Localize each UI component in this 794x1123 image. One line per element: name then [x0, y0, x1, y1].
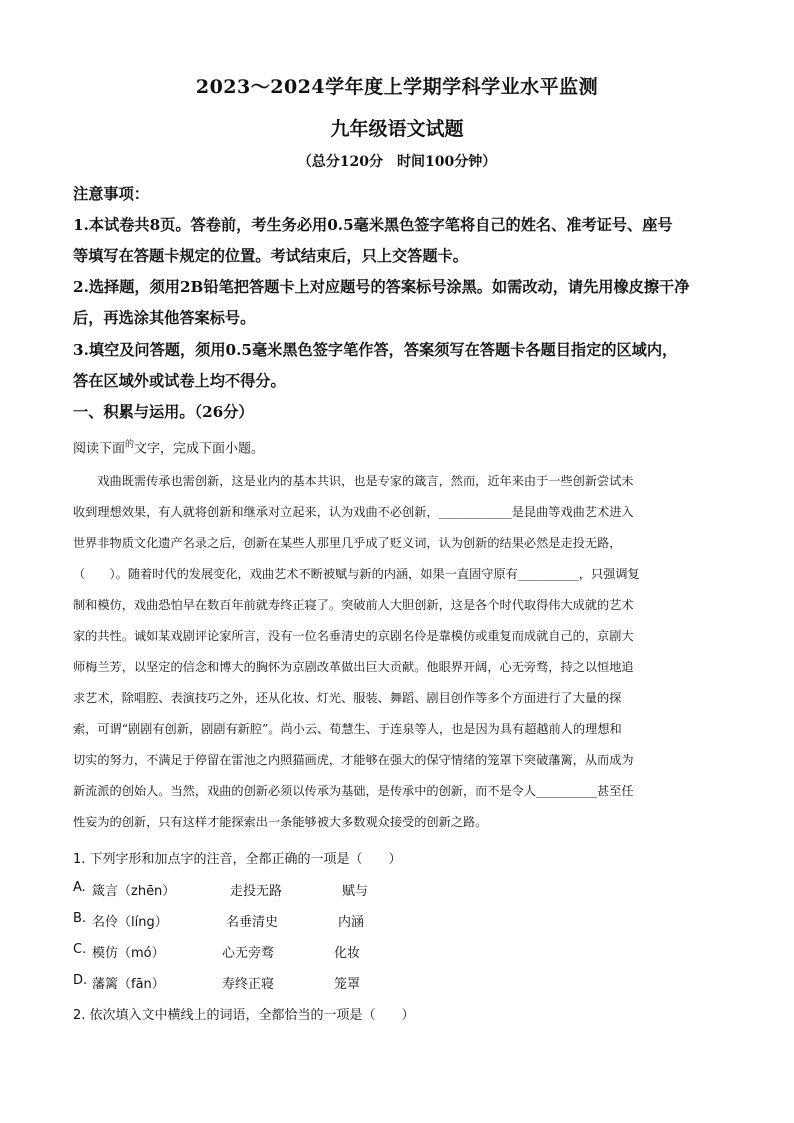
passage-line: 世界非物质文化遗产名录之后，创新在某些人那里几乎成了贬义词，认为创新的结果必然是走投无路， — [73, 536, 622, 550]
exam-subtitle: 九年级语文试题 — [330, 118, 464, 140]
passage-line: 求艺术，除唱腔、表演技巧之外，还从化妆、灯光、服装、舞蹈、剧目创作等多个方面进行了大量的探 — [73, 691, 622, 705]
section-heading: 一、积累与运用。（26分） — [73, 403, 254, 421]
section-instruction — [73, 437, 264, 456]
option-choice: 走投无路 — [230, 884, 283, 899]
question-1: 1. 下列字形和加点字的注音，全都正确的一项是（ ） — [73, 852, 402, 867]
option-choice: 笼罩 — [334, 977, 361, 992]
option-letter: A. — [73, 880, 86, 895]
passage-line: （ ）。随着时代的发展变化，戏曲艺术不断被赋与新的内涵，如果一直固守原有__________，只强调复 — [73, 567, 640, 581]
passage-line: 切实的努力，不满足于停留在雷池之内照猫画虎，才能够在强大的保守情绪的笼罩下突破藩篱，从而成为 — [73, 753, 634, 767]
passage-line: 师梅兰芳，以坚定的信念和博大的胸怀为京剧改革做出巨大贡献。他眼界开阔，心无旁骛，持之以恒地追 — [73, 660, 634, 674]
exam-title: 2023～2024学年度上学期学科学业水平监测 — [195, 76, 599, 98]
option-letter: B. — [73, 911, 87, 926]
passage-line: 索，可谓“剧剧有创新，剧剧有新腔”。尚小云、荀慧生、于连泉等人，也是因为具有超越前人的理想和 — [73, 722, 622, 736]
instruction-text: 阅读下面 — [73, 441, 126, 457]
option-letter: C. — [73, 942, 87, 957]
option-choice: 模仿（mó） — [92, 946, 165, 961]
passage-line: 新流派的创始人。当然，戏曲的创新必须以传承为基础，是传承中的创新，而不是令人__________甚至任 — [73, 784, 634, 798]
option-letter: D. — [73, 973, 88, 988]
passage-line: 制和模仿，戏曲恐怕早在数百年前就寿终正寝了。突破前人大胆创新，这是各个时代取得伟大成就的艺术 — [73, 598, 634, 612]
option-choice: 心无旁骛 — [222, 946, 275, 961]
question-2: 2. 依次填入文中横线上的词语，全都恰当的一项是（ ） — [73, 1008, 415, 1023]
score-time: （总分120分 时间100分钟） — [297, 154, 497, 170]
option-choice: 藩篱（fān） — [92, 977, 165, 992]
notes-line: 后，再选涂其他答案标号。 — [73, 309, 256, 327]
instruction-text: 文字，完成下面小题。 — [134, 441, 265, 457]
notes-line: 2.选择题，须用2B铅笔把答题卡上对应题号的答案标号涂黑。如需改动，请先用橡皮擦干净 — [73, 278, 690, 296]
passage-line: 性妄为的创新，只有这样才能探索出一条能够被大多数观众接受的创新之路。 — [73, 815, 488, 829]
instruction-sup: 的 — [125, 440, 135, 450]
passage-line: 收到理想效果，有人就将创新和继承对立起来，认为戏曲不必创新，____________是昆曲等戏曲艺术进入 — [73, 505, 634, 519]
notes-line: 答在区域外或试卷上均不得分。 — [73, 372, 286, 390]
notes-heading: 注意事项： — [73, 185, 149, 203]
option-choice: 箴言（zhēn） — [92, 884, 176, 899]
option-choice: 名垂清史 — [226, 915, 279, 930]
notes-line: 等填写在答题卡规定的位置。考试结束后，只上交答题卡。 — [73, 247, 468, 265]
passage-line: 家的共性。诚如某戏剧评论家所言，没有一位名垂清史的京剧名伶是靠模仿或重复而成就自己的，京剧大 — [73, 629, 634, 643]
option-choice: 化妆 — [334, 946, 361, 961]
option-choice: 内涵 — [338, 915, 365, 930]
option-choice: 名伶（líng） — [92, 915, 168, 930]
notes-line: 3.填空及问答题，须用0.5毫米黑色签字笔作答，答案须写在答题卡各题目指定的区域内， — [73, 341, 678, 359]
option-choice: 寿终正寝 — [222, 977, 275, 992]
option-choice: 赋与 — [342, 884, 369, 899]
passage-line: 戏曲既需传承也需创新，这是业内的基本共识，也是专家的箴言，然而，近年来由于一些创新尝试未 — [73, 474, 634, 488]
notes-line: 1.本试卷共8页。答卷前，考生务必用0.5毫米黑色签字笔将自己的姓名、准考证号、座号 — [73, 216, 673, 234]
